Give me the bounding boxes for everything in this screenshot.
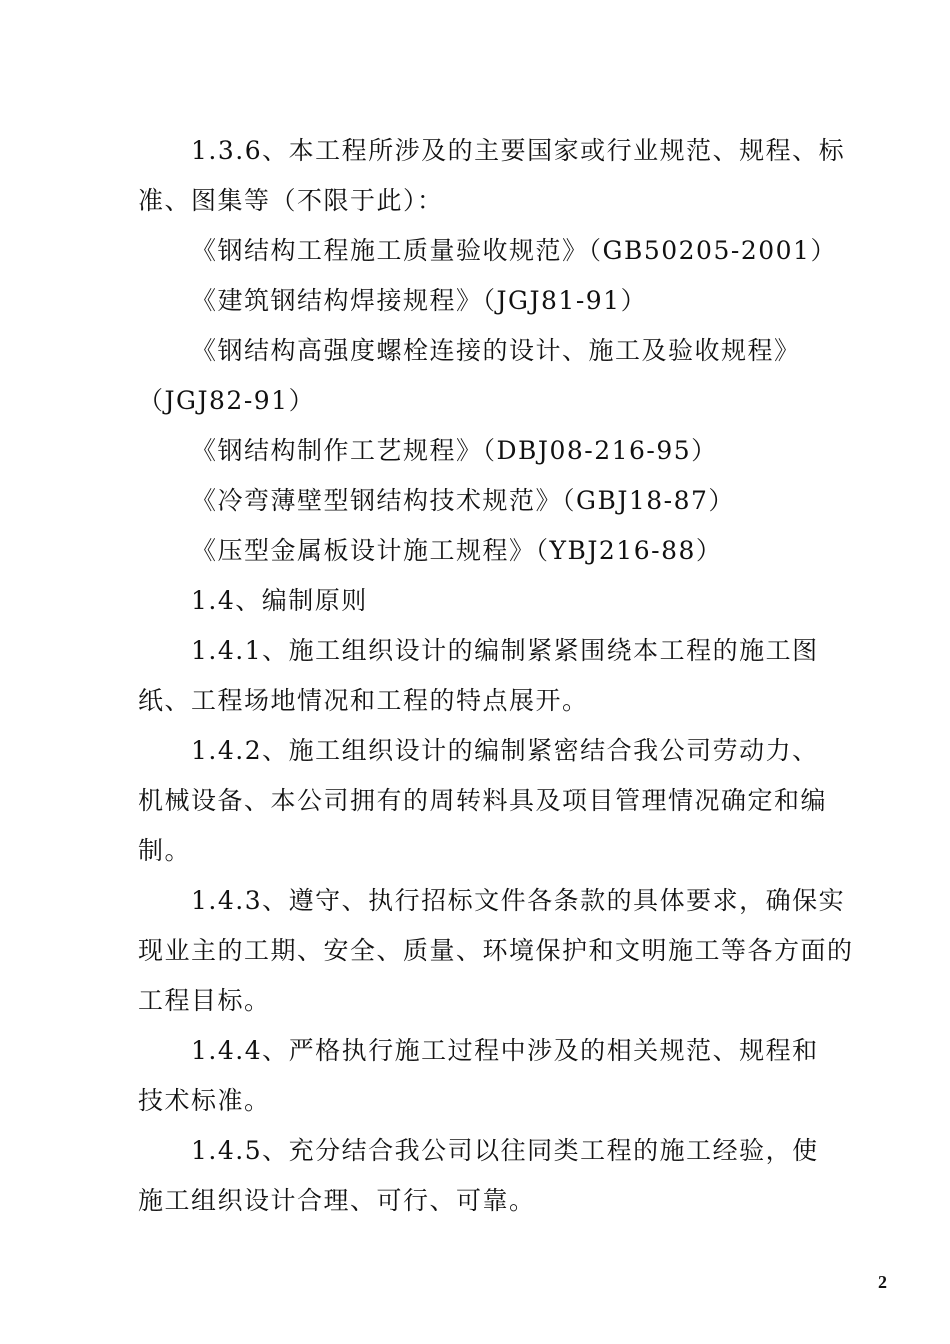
standard-jgj82-line-2: （JGJ82-91）	[138, 386, 316, 415]
standard-dbj08: 《钢结构制作工艺规程》（DBJ08-216-95）	[191, 436, 718, 465]
paragraph-1-4-2-line-2: 机械设备、本公司拥有的周转料具及项目管理情况确定和编	[138, 786, 828, 815]
paragraph-1-4-1-line-1: 1.4.1、施工组织设计的编制紧紧围绕本工程的施工图	[191, 636, 819, 665]
paragraph-1-3-6-line-2: 准、图集等（不限于此）：	[138, 186, 444, 215]
standard-jgj81: 《建筑钢结构焊接规程》（JGJ81-91）	[191, 286, 648, 315]
paragraph-1-4-2-line-1: 1.4.2、施工组织设计的编制紧密结合我公司劳动力、	[191, 736, 819, 765]
paragraph-1-3-6-line-1: 1.3.6、本工程所涉及的主要国家或行业规范、规程、标	[191, 136, 846, 165]
paragraph-1-4-3-line-2: 现业主的工期、安全、质量、环境保护和文明施工等各方面的	[138, 936, 854, 965]
paragraph-1-4-1-line-2: 纸、工程场地情况和工程的特点展开。	[138, 686, 589, 715]
section-heading-1-4: 1.4、编制原则	[191, 586, 368, 615]
standard-jgj82-line-1: 《钢结构高强度螺栓连接的设计、施工及验收规程》	[191, 336, 801, 365]
paragraph-1-4-4-line-1: 1.4.4、严格执行施工过程中涉及的相关规范、规程和	[191, 1036, 819, 1065]
paragraph-1-4-5-line-1: 1.4.5、充分结合我公司以往同类工程的施工经验，使	[191, 1136, 819, 1165]
paragraph-1-4-4-line-2: 技术标准。	[138, 1086, 271, 1115]
paragraph-1-4-2-line-3: 制。	[138, 836, 192, 865]
standard-gb50205: 《钢结构工程施工质量验收规范》（GB50205-2001）	[191, 236, 837, 265]
page-number: 2	[878, 1272, 887, 1292]
paragraph-1-4-3-line-3: 工程目标。	[138, 986, 271, 1015]
standard-ybj216: 《压型金属板设计施工规程》（YBJ216-88）	[191, 536, 723, 565]
paragraph-1-4-3-line-1: 1.4.3、遵守、执行招标文件各条款的具体要求，确保实	[191, 886, 846, 915]
standard-gbj18: 《冷弯薄壁型钢结构技术规范》（GBJ18-87）	[191, 486, 735, 515]
paragraph-1-4-5-line-2: 施工组织设计合理、可行、可靠。	[138, 1186, 536, 1215]
